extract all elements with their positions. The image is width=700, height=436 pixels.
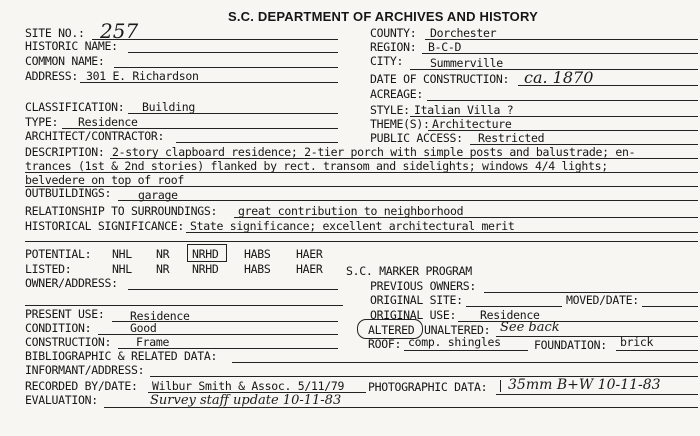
altered-label: ALTERED	[368, 323, 415, 337]
owner-line	[128, 289, 338, 290]
description-line1: 2-story clapboard residence; 2-tier porch with simple posts and balustrade; en-	[112, 145, 636, 159]
listed-habs: HABS	[244, 262, 271, 276]
original-use-label: ORIGINAL USE:	[370, 308, 457, 322]
potential-haer: HAER	[296, 247, 323, 261]
marker-label: S.C. MARKER PROGRAM	[346, 264, 472, 278]
nrhd-box	[187, 244, 227, 262]
condition-label: CONDITION:	[25, 321, 92, 335]
evaluation-value: Survey staff update 10-11-83	[150, 393, 342, 408]
site-no-label: SITE NO.:	[25, 26, 85, 40]
city-value: Summerville	[430, 56, 503, 70]
photographic-value: 35mm B+W 10-11-83	[508, 377, 661, 393]
common-name-label: COMMON NAME:	[25, 54, 105, 68]
acreage-label: ACREAGE:	[370, 87, 423, 101]
condition-value: Good	[130, 321, 157, 335]
county-value: Dorchester	[430, 26, 497, 40]
altered-note: See back	[500, 320, 560, 335]
address-value: 301 E. Richardson	[86, 69, 199, 83]
photographic-bar	[500, 380, 501, 392]
potential-label: POTENTIAL:	[25, 247, 92, 261]
listed-label: LISTED:	[25, 262, 72, 276]
architect-label: ARCHITECT/CONTRACTOR:	[25, 129, 165, 143]
roof-label: ROOF:	[368, 337, 402, 351]
region-line	[422, 53, 698, 54]
site-no-line	[92, 39, 338, 40]
recorded-value: Wilbur Smith & Assoc. 5/11/79	[152, 379, 345, 393]
date-construction-label: DATE OF CONSTRUCTION:	[370, 72, 510, 86]
theme-line	[428, 130, 698, 131]
significance-line	[186, 232, 698, 233]
owner-label: OWNER/ADDRESS:	[25, 276, 118, 290]
region-value: B-C-D	[428, 40, 462, 54]
original-use-value: Residence	[480, 308, 540, 322]
description-line2: trances (1st & 2nd stories) flanked by rect. transom and sidelights; windows 4/4 lights;	[25, 159, 608, 173]
construction-value: Frame	[136, 335, 170, 349]
classification-line	[128, 113, 338, 114]
listed-nhl: NHL	[112, 262, 132, 276]
theme-value: Architecture	[432, 117, 512, 131]
historic-name-line	[128, 52, 338, 53]
significance-label: HISTORICAL SIGNIFICANCE:	[25, 219, 184, 233]
classification-value: Building	[142, 100, 195, 114]
listed-haer: HAER	[296, 262, 323, 276]
unaltered-label: UNALTERED:	[424, 323, 491, 337]
evaluation-label: EVALUATION:	[25, 393, 98, 407]
significance-value: State significance; excellent architectural merit	[190, 219, 515, 233]
foundation-line	[616, 350, 698, 351]
historic-name-label: HISTORIC NAME:	[25, 39, 118, 53]
relationship-value: great contribution to neighborhood	[238, 204, 464, 218]
description-label: DESCRIPTION:	[25, 145, 105, 159]
condition-line	[98, 334, 338, 335]
moved-date-line	[642, 306, 698, 307]
type-value: Residence	[78, 115, 138, 129]
common-name-line	[114, 67, 338, 68]
bibliographic-line	[232, 362, 698, 363]
bibliographic-label: BIBLIOGRAPHIC & RELATED DATA:	[25, 349, 218, 363]
evaluation-line	[104, 407, 698, 408]
altered-line	[496, 336, 698, 337]
public-access-value: Restricted	[478, 131, 545, 145]
roof-value: comp. shingles	[408, 335, 501, 349]
potential-nhl: NHL	[112, 247, 132, 261]
county-line	[425, 39, 698, 40]
photographic-line	[496, 394, 698, 395]
construction-label: CONSTRUCTION:	[25, 335, 112, 349]
potential-nrhd: NRHD	[192, 247, 219, 261]
style-label: STYLE:	[370, 103, 410, 117]
original-site-line	[466, 306, 562, 307]
potential-nr: NR	[156, 247, 170, 261]
foundation-value: brick	[620, 335, 654, 349]
acreage-line	[427, 100, 698, 101]
recorded-label: RECORDED BY/DATE:	[25, 379, 138, 393]
public-access-label: PUBLIC ACCESS:	[370, 131, 463, 145]
description-line3: belvedere on top of roof	[25, 173, 184, 187]
region-label: REGION:	[370, 40, 417, 54]
site-no-value: 257	[100, 19, 139, 43]
potential-habs: HABS	[244, 247, 271, 261]
listed-nr: NR	[156, 262, 170, 276]
date-construction-value: ca. 1870	[524, 68, 594, 87]
relationship-label: RELATIONSHIP TO SURROUNDINGS:	[25, 204, 218, 218]
outbuildings-label: OUTBUILDINGS:	[25, 186, 112, 200]
theme-label: THEME(S):	[370, 117, 430, 131]
title: S.C. DEPARTMENT OF ARCHIVES AND HISTORY	[228, 9, 538, 24]
type-label: TYPE:	[25, 115, 59, 129]
description-underline3	[25, 186, 698, 187]
address-label: ADDRESS:	[25, 69, 78, 83]
date-construction-line	[518, 85, 698, 86]
city-label: CITY:	[370, 54, 404, 68]
address-line	[80, 82, 338, 83]
section-divider-2	[25, 305, 343, 306]
present-use-value: Residence	[130, 309, 190, 323]
outbuildings-value: garage	[138, 188, 178, 202]
architect-line	[176, 142, 338, 143]
previous-owners-label: PREVIOUS OWNERS:	[370, 279, 476, 293]
present-use-label: PRESENT USE:	[25, 307, 105, 321]
style-value: Italian Villa ?	[414, 103, 514, 117]
roof-line	[404, 350, 528, 351]
original-site-label: ORIGINAL SITE:	[370, 293, 463, 307]
informant-label: INFORMANT/ADDRESS:	[25, 363, 145, 377]
county-label: COUNTY:	[370, 26, 417, 40]
relationship-line	[234, 217, 698, 218]
classification-label: CLASSIFICATION:	[25, 100, 125, 114]
foundation-label: FOUNDATION:	[534, 338, 607, 352]
moved-date-label: MOVED/DATE:	[566, 293, 639, 307]
photographic-label: PHOTOGRAPHIC DATA:	[368, 380, 488, 394]
outbuildings-line	[118, 200, 698, 201]
section-divider	[25, 241, 698, 242]
original-use-line	[458, 321, 698, 322]
listed-nrhd: NRHD	[192, 262, 219, 276]
